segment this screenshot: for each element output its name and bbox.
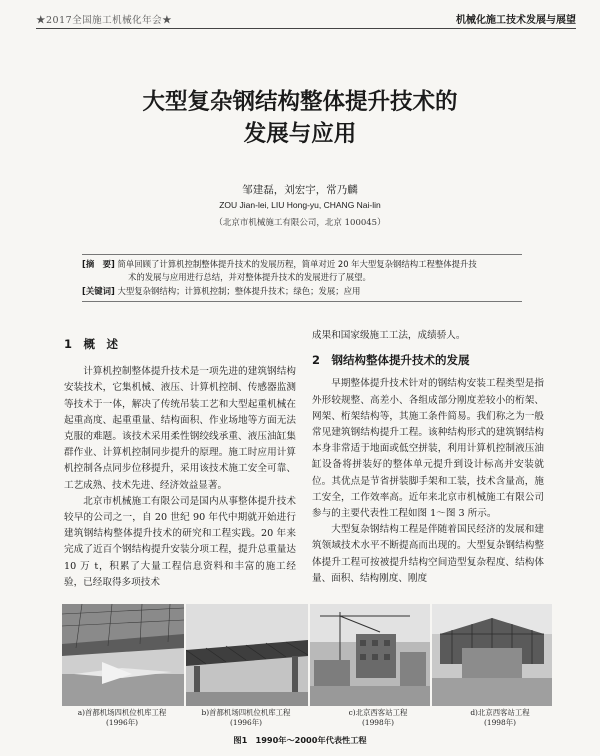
section-2-paragraph-2: 大型复杂钢结构工程是伴随着国民经济的发展和建筑领域技术水平不断提高而出现的。大型复杂钢结构整体提升工程可按被提升结构空间造型复杂程度、结构体量、面积、结构刚度、刚度: [312, 524, 544, 584]
abstract-label: [摘 要]: [82, 259, 115, 269]
left-column: [64, 312, 296, 591]
title-line-1: 大型复杂钢结构整体提升技术的: [142, 89, 458, 115]
caption-d-line1: d)北京西客站工程: [470, 708, 530, 717]
abstract-text-1: 简单回顾了计算机控制整体提升技术的发展历程，简单对近 20 年大型复杂钢结构工程整体提升技: [117, 259, 477, 269]
caption-a-line1: a)首都机场四机位机库工程: [77, 708, 167, 717]
section-1-heading: 1 概 述: [64, 337, 119, 351]
title-line-2: 发展与应用: [243, 121, 357, 147]
caption-c-line2: (1998年): [362, 718, 394, 727]
keywords-text: 大型复杂钢结构；计算机控制；整体提升技术；绿色；发展；应用: [117, 286, 361, 296]
caption-d-line2: (1998年): [484, 718, 516, 727]
photo-hangar-roof-truss: [186, 604, 308, 706]
caption-b: [176, 708, 316, 728]
abstract: [82, 258, 522, 284]
abstract-text-2: 术的发展与应用进行总结，并对整体提升技术的发展进行了展望。: [128, 272, 371, 282]
caption-c-line1: c)北京西客站工程: [348, 708, 408, 717]
section-2-paragraph-1: 早期整体提升技术针对的钢结构安装工程类型是指外形较规整、高差小、各组成部分刚度差较小的桁架、网架、桁架结构等，其施工条件简易。我们称之为一般常见建筑钢结构提升工程。该种结构形式的建筑钢结构本身非常适于地面或低空拼装，利用计算机控制液压油缸设备将拼装好的整体单元提升到设计标高并安装就位。其优点是节省拼装脚手架和工装，技术含量高，施工安全，工作效率高。近年来北京市机械施工有限公司参与的主要代表性工程如图 1～图 3 所示。: [312, 378, 544, 520]
caption-c: [318, 708, 438, 728]
section-1-continuation: 成果和国家级施工工法，成绩骄人。: [312, 330, 466, 341]
affiliation: （北京市机械施工有限公司，北京 100045）: [214, 218, 386, 228]
photo-hangar-interior: [62, 604, 184, 706]
authors-english: ZOU Jian-lei, LIU Hong-yu, CHANG Nai-lin: [219, 200, 381, 210]
conference-header: ★2017全国施工机械化年会★: [36, 15, 173, 26]
section-1-paragraph-1: 计算机控制整体提升技术是一项先进的建筑钢结构安装技术，它集机械、液压、计算机控制、传感器监测等技术于一体，解决了传统吊装工艺和大型起重机械在起重高度、起重重量、结构面积、作业场地等方面无法克服的难题。该技术采用柔性钢绞线承重、液压油缸集群作业、计算机控制同步提升的原理。施工时应用计算机控制各点同步位移提升，采用该技术施工安全可靠、工艺成熟、技术先进、经济效益显著。: [64, 366, 296, 491]
abstract-box: [82, 254, 522, 302]
right-column: [312, 328, 544, 587]
photo-west-station-arch: [432, 604, 552, 706]
authors-chinese: 邹建磊，刘宏宇，常乃麟: [242, 184, 358, 196]
section-2-heading: 2 钢结构整体提升技术的发展: [312, 353, 470, 368]
caption-b-line1: b)首都机场四机位机库工程: [201, 708, 291, 717]
section-1-paragraph-2: 北京市机械施工有限公司是国内从事整体提升技术较早的公司之一，自 20 世纪 90 年代中期就开始进行建筑钢结构整体提升技术的研究和工程实践。20 年来完成了近百个钢结构提升安装分项工程，提升总重量达 10 万 t，积累了大量工程信息资料和丰富的施工经验，已经取得多项技术: [64, 495, 296, 588]
figure-1-photos: [62, 604, 552, 706]
section-header: 机械化施工技术发展与展望: [456, 15, 576, 26]
caption-d: [440, 708, 560, 728]
figure-1-title: 图1 1990年～2000年代表性工程: [233, 735, 367, 745]
caption-b-line2: (1996年): [230, 718, 262, 727]
keywords: [82, 285, 522, 298]
keywords-label: [关键词]: [82, 286, 115, 296]
running-head: [36, 8, 576, 29]
caption-a: [52, 708, 192, 728]
page-title: [0, 86, 600, 150]
photo-west-station-crane: [310, 604, 430, 706]
caption-a-line2: (1996年): [106, 718, 138, 727]
